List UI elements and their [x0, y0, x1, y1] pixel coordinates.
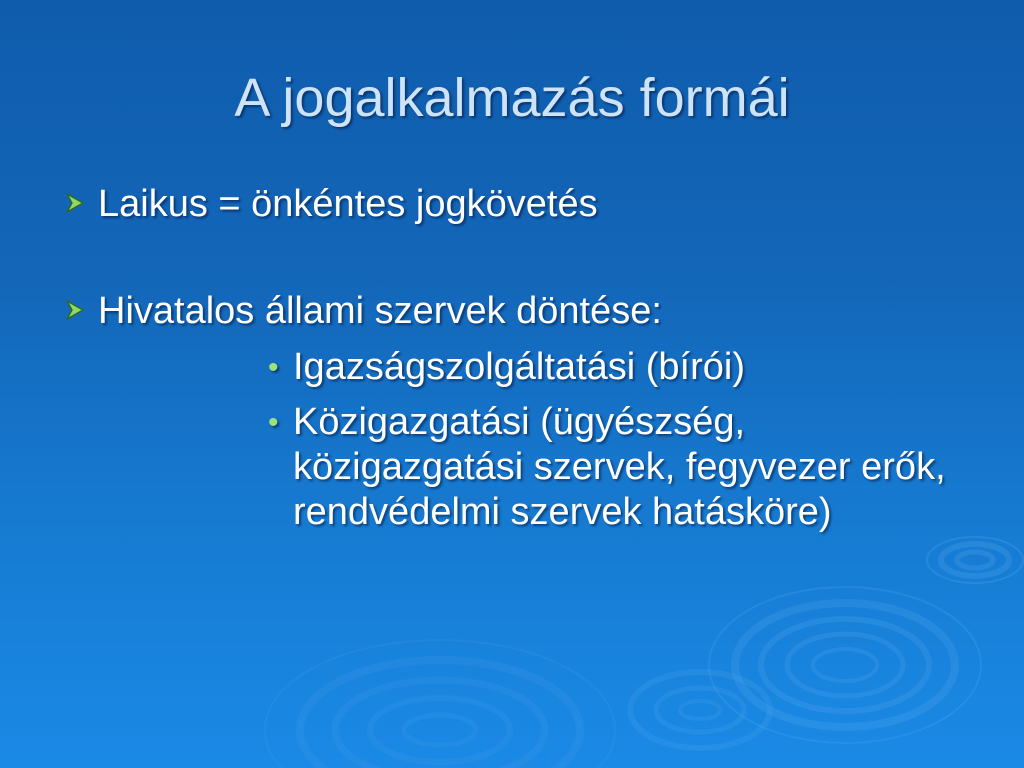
sub-bullet-item-2	[268, 400, 968, 535]
sub-bullet-item-1	[268, 345, 968, 390]
bullet-item-2	[64, 289, 662, 333]
slide-title: A jogalkalmazás formái	[234, 68, 790, 128]
bullet-item-1-text: Laikus = önkéntes jogkövetés	[98, 183, 598, 225]
sub-bullet-item-2-text: Közigazgatási (ügyészség, közigazgatási szervek, fegyvezer erők, rendvédelmi szervek hatásköre)	[293, 401, 946, 533]
bullet-item-2-text: Hivatalos állami szervek döntése:	[98, 290, 662, 332]
arrowhead-bullet-icon	[64, 287, 98, 331]
arrowhead-bullet-icon	[64, 180, 98, 224]
dot-bullet-icon: •	[268, 351, 279, 384]
bullet-item-1	[64, 182, 598, 226]
dot-bullet-icon: •	[268, 406, 279, 439]
sub-bullet-item-1-text: Igazságszolgáltatási (bírói)	[293, 346, 745, 388]
